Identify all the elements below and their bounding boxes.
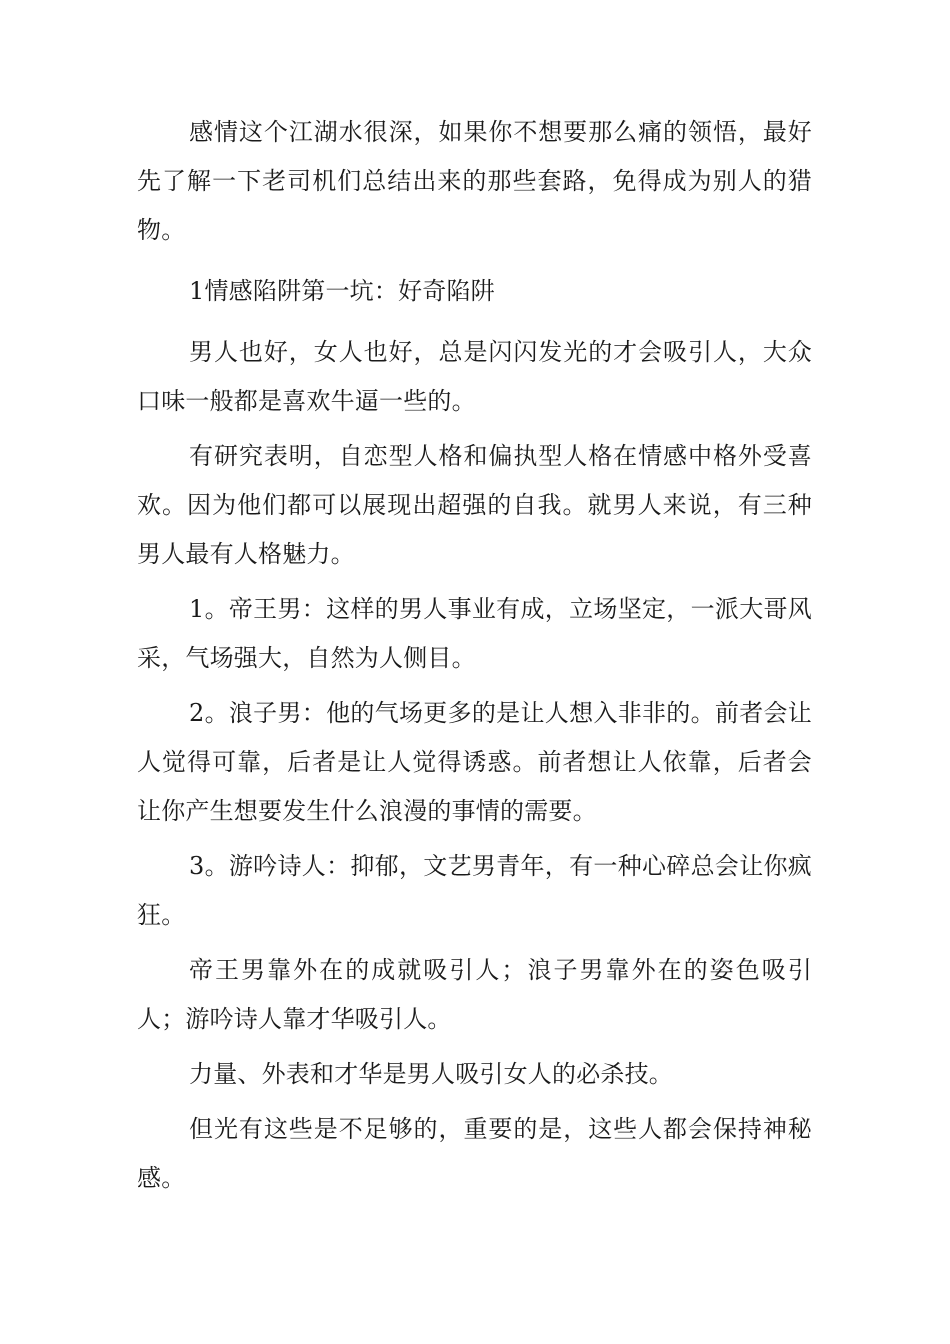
- body-paragraph: 但光有这些是不足够的，重要的是，这些人都会保持神秘感。: [137, 1115, 812, 1192]
- body-paragraph: 帝王男靠外在的成就吸引人；浪子男靠外在的姿色吸引人；游吟诗人靠才华吸引人。: [137, 956, 812, 1033]
- body-paragraph: 有研究表明，自恋型人格和偏执型人格在情感中格外受喜欢。因为他们都可以展现出超强的自我。就男人来说，有三种男人最有人格魅力。: [137, 442, 812, 568]
- list-item-playboy: 2。浪子男：他的气场更多的是让人想入非非的。前者会让人觉得可靠，后者是让人觉得诱惑。前者想让人依靠，后者会让你产生想要发生什么浪漫的事情的需要。: [137, 699, 812, 825]
- body-paragraph: 力量、外表和才华是男人吸引女人的必杀技。: [189, 1060, 673, 1088]
- document-body: [137, 108, 812, 1209]
- list-item-emperor: 1。帝王男：这样的男人事业有成，立场坚定，一派大哥风采，气场强大，自然为人侧目。: [137, 595, 812, 672]
- body-paragraph: 男人也好，女人也好，总是闪闪发光的才会吸引人，大众口味一般都是喜欢牛逼一些的。: [137, 338, 812, 415]
- list-item-poet: 3。游吟诗人：抑郁，文艺男青年，有一种心碎总会让你疯狂。: [137, 852, 812, 929]
- intro-paragraph: 感情这个江湖水很深，如果你不想要那么痛的领悟，最好先了解一下老司机们总结出来的那些套路，免得成为别人的猎物。: [137, 118, 812, 244]
- section-heading: 1情感陷阱第一坑：好奇陷阱: [189, 277, 495, 305]
